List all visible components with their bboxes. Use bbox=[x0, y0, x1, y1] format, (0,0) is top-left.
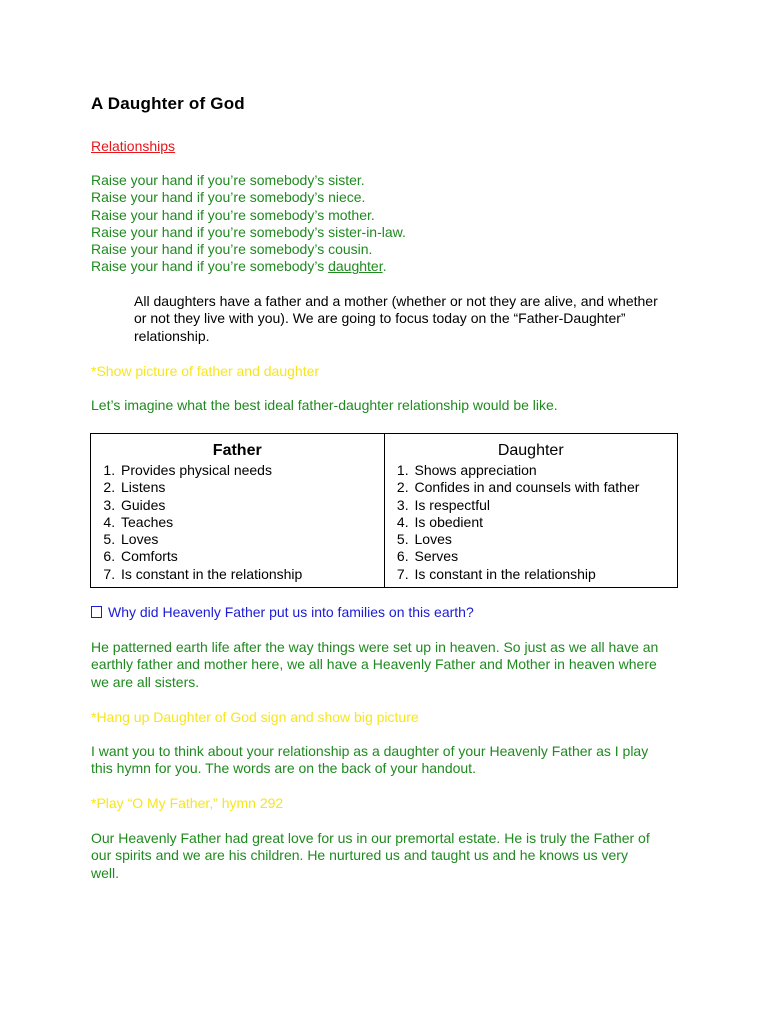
list-item: 2. Listens bbox=[119, 479, 384, 496]
list-item: 7. Is constant in the relationship bbox=[119, 566, 384, 583]
think-paragraph: I want you to think about your relationship as a daughter of your Heavenly Father as I play this hymn for you. The words are on the back of your handout. bbox=[91, 743, 649, 777]
relationships-heading: Relationships bbox=[91, 138, 176, 154]
question-line bbox=[91, 604, 474, 620]
father-column bbox=[91, 434, 385, 588]
daughter-list bbox=[385, 462, 678, 587]
list-item: 5. Loves bbox=[413, 531, 678, 548]
raise-hand-prefix: Raise your hand if you’re somebody’s bbox=[91, 258, 329, 275]
list-item: 3. Guides bbox=[119, 497, 384, 514]
raise-hand-line: Raise your hand if you’re somebody’s niece. bbox=[91, 189, 366, 206]
list-item: 6. Serves bbox=[413, 548, 678, 565]
list-item: 5. Loves bbox=[119, 531, 384, 548]
list-item: 4. Is obedient bbox=[413, 514, 678, 531]
raise-hand-line-daughter bbox=[91, 258, 406, 275]
raise-hand-line: Raise your hand if you’re somebody’s mother. bbox=[91, 206, 375, 223]
checkbox-icon bbox=[91, 606, 102, 618]
list-item: 2. Confides in and counsels with father bbox=[413, 479, 678, 496]
raise-hand-line: Raise your hand if you’re somebody’s cousin. bbox=[91, 241, 373, 258]
relationship-table bbox=[90, 433, 678, 588]
imagine-paragraph: Let’s imagine what the best ideal father-daughter relationship would be like. bbox=[91, 397, 558, 413]
daughter-column bbox=[384, 434, 678, 588]
list-item: 4. Teaches bbox=[119, 514, 384, 531]
patterned-paragraph: He patterned earth life after the way things were set up in heaven. So just as we all have an earthly father and mother here, we all have a Heavenly Father and Mother in heaven where we are all sisters. bbox=[91, 639, 659, 690]
love-paragraph: Our Heavenly Father had great love for us in our premortal estate. He is truly the Father of our spirits and we are his children. He nurtured us and taught us and he knows us very well. bbox=[91, 830, 650, 881]
raise-hand-suffix: . bbox=[382, 258, 387, 275]
indented-paragraph: All daughters have a father and a mother (whether or not they are alive, and whether or not they live with you). We are going to focus today on the “Father-Daughter” relationship. bbox=[134, 293, 658, 344]
list-item: 6. Comforts bbox=[119, 548, 384, 565]
daughter-header: Daughter bbox=[497, 442, 564, 459]
daughter-word: daughter bbox=[328, 258, 383, 275]
note-show-picture: *Show picture of father and daughter bbox=[91, 363, 320, 379]
raise-hand-line: Raise your hand if you’re somebody’s sister. bbox=[91, 172, 365, 188]
father-header: Father bbox=[212, 442, 262, 459]
raise-hand-list bbox=[91, 172, 406, 276]
note-hang-sign: *Hang up Daughter of God sign and show big picture bbox=[91, 709, 419, 725]
list-item: 7. Is constant in the relationship bbox=[413, 566, 678, 583]
list-item: 3. Is respectful bbox=[413, 497, 678, 514]
father-list bbox=[91, 462, 384, 587]
note-play-hymn: *Play “O My Father,” hymn 292 bbox=[91, 795, 284, 811]
list-item: 1. Provides physical needs bbox=[119, 462, 384, 479]
question-text: Why did Heavenly Father put us into families on this earth? bbox=[108, 604, 474, 620]
page-title: A Daughter of God bbox=[91, 94, 245, 113]
list-item: 1. Shows appreciation bbox=[413, 462, 678, 479]
raise-hand-line: Raise your hand if you’re somebody’s sister-in-law. bbox=[91, 223, 406, 240]
